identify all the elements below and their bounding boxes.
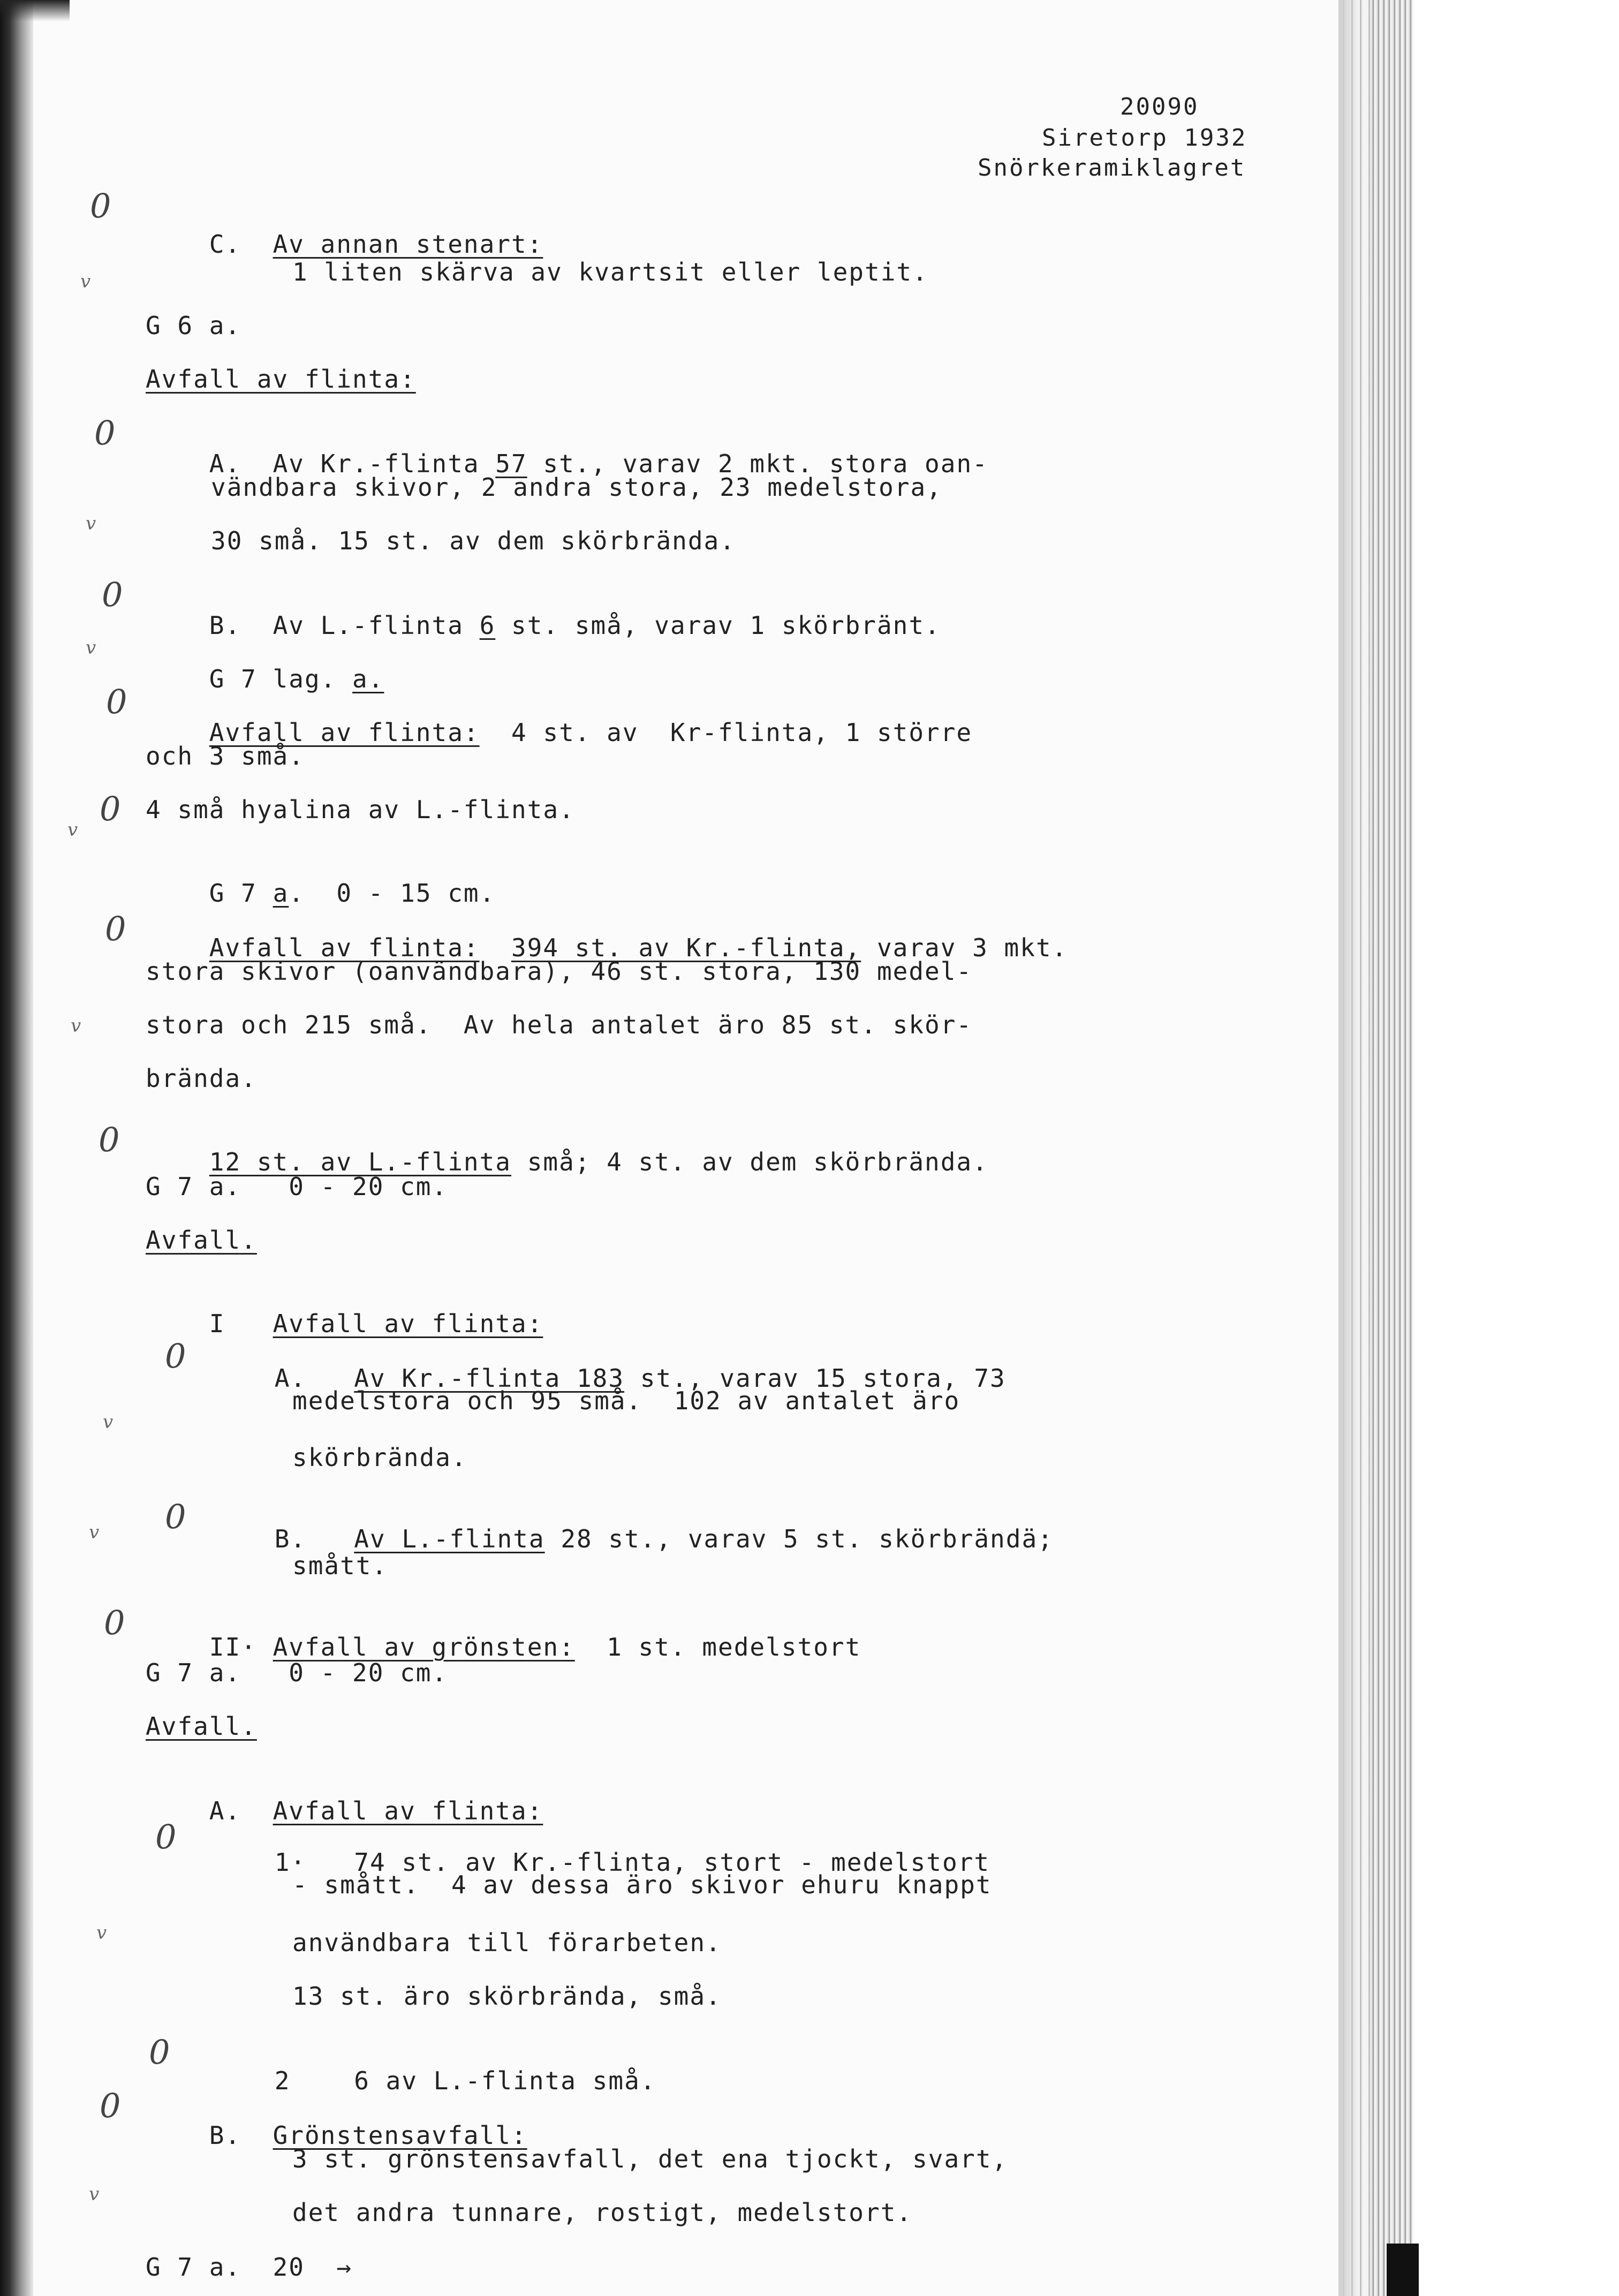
text-line: 3 st. grönstensavfall, det ena tjockt, svart,	[292, 2144, 1008, 2173]
margin-circle-mark: 0	[165, 1497, 186, 1536]
text-line: 30 små. 15 st. av dem skörbrända.	[211, 526, 736, 555]
line-text: varav 3 mkt.	[876, 933, 1068, 962]
line-text: 74 st. av Kr.-flinta, stort - medelstort	[354, 1848, 990, 1877]
page-corner-dark	[1387, 2244, 1419, 2296]
section-heading: Av annan stenart:	[273, 230, 543, 259]
margin-tick-mark: v	[86, 637, 96, 659]
underlined-text: Av Kr.-flinta 183	[354, 1364, 625, 1393]
line-text: små; 4 st. av dem skörbrända.	[527, 1147, 988, 1176]
line-text: st., varav 15 stora, 73	[640, 1364, 1006, 1393]
text-line: G 7 a. 0 - 20 cm.	[146, 1658, 448, 1687]
section-heading: Avfall av flinta:	[146, 365, 416, 394]
text-line: det andra tunnare, rostigt, medelstort.	[292, 2198, 913, 2227]
underlined-text: a	[273, 879, 289, 908]
section-heading: Avfall av flinta:	[273, 1309, 543, 1338]
line-text: . 0 - 15 cm.	[289, 879, 496, 908]
page-stack-strip	[1371, 0, 1413, 2296]
text-line: användbara till förarbeten.	[292, 1928, 722, 1957]
line-label: B.	[209, 2121, 241, 2150]
line-text: 28 st., varav 5 st. skörbrändä;	[561, 1524, 1054, 1553]
underlined-text: 12 st. av L.-flinta	[209, 1147, 511, 1176]
text-line: 4 små hyalina av L.-flinta.	[146, 795, 575, 824]
line-label: A.	[209, 449, 241, 478]
line-text: G 7	[209, 879, 257, 908]
text-line: brända.	[146, 1064, 257, 1093]
margin-tick-mark: v	[89, 1522, 100, 1543]
section-heading: Avfall.	[146, 1712, 257, 1741]
line-text: st. små, varav 1 skörbränt.	[511, 611, 941, 640]
margin-tick-mark: v	[80, 271, 91, 292]
margin-tick-mark: v	[89, 2184, 100, 2205]
margin-circle-mark: 0	[165, 1336, 186, 1376]
margin-circle-mark: 0	[106, 682, 127, 721]
margin-tick-mark: v	[71, 1015, 81, 1037]
binding-shadow-left	[0, 0, 33, 2296]
text-line: G 7 a. 0 - 20 cm.	[146, 1172, 448, 1201]
line-text: Av L.-flinta	[273, 611, 464, 640]
margin-circle-mark: 0	[104, 1603, 125, 1642]
background-margin	[1413, 0, 1619, 2296]
underlined-count: 6	[479, 611, 496, 640]
text-line: G 7 a. 20 →	[146, 2253, 353, 2282]
line-label: C.	[209, 230, 241, 259]
margin-circle-mark: 0	[94, 413, 116, 452]
line-label: I	[209, 1309, 225, 1338]
underlined-text: 394 st. av Kr.-flinta,	[511, 933, 861, 962]
line-label: 2	[274, 2066, 291, 2095]
line-label: II·	[209, 1633, 257, 1661]
margin-tick-mark: v	[86, 513, 96, 534]
section-heading: Avfall av flinta:	[209, 933, 480, 962]
text-line: stora skivor (oanvändbara), 46 st. stora, 130 medel-	[146, 957, 973, 986]
section-heading: Avfall av flinta:	[209, 718, 480, 747]
margin-circle-mark: 0	[90, 186, 111, 225]
underlined-text: a.	[352, 664, 384, 693]
page-edge-shadow	[1338, 0, 1360, 2296]
margin-circle-mark: 0	[102, 575, 123, 614]
layer-title: Snörkeramiklagret	[978, 154, 1246, 182]
line-text: 6 av L.-flinta små.	[354, 2066, 656, 2095]
line-label: 1·	[274, 1848, 307, 1877]
section-heading: Grönstensavfall:	[273, 2121, 527, 2150]
text-line: G 6 a.	[146, 311, 241, 340]
text-line: vändbara skivor, 2 andra stora, 23 medelstora,	[211, 473, 942, 502]
text-line: medelstora och 95 små. 102 av antalet äro	[292, 1386, 960, 1415]
line-text: 4 st. av Kr-flinta, 1 större	[511, 718, 973, 747]
underlined-text: Av L.-flinta	[354, 1524, 545, 1553]
margin-circle-mark: 0	[100, 2086, 121, 2125]
text-line: 1 liten skärva av kvartsit eller leptit.	[292, 258, 928, 286]
margin-circle-mark: 0	[149, 2033, 170, 2072]
margin-tick-mark: v	[96, 1922, 107, 1944]
line-text: Av Kr.-flinta	[273, 449, 480, 478]
section-heading: Avfall av flinta:	[273, 1796, 543, 1825]
text-line: stora och 215 små. Av hela antalet äro 85 st. skör-	[146, 1010, 973, 1039]
section-heading: Avfall.	[146, 1226, 257, 1255]
text-line: och 3 små.	[146, 742, 305, 771]
text-line: smått.	[292, 1551, 388, 1580]
margin-circle-mark: 0	[155, 1817, 177, 1856]
margin-circle-mark: 0	[105, 909, 126, 948]
catalog-number: 20090	[1120, 93, 1199, 120]
margin-circle-mark: 0	[100, 789, 121, 828]
line-label: A.	[274, 1364, 307, 1393]
line-text: G 7 lag.	[209, 664, 337, 693]
line-text: 1 st. medelstort	[607, 1633, 861, 1661]
text-line: - smått. 4 av dessa äro skivor ehuru knappt	[292, 1870, 992, 1899]
section-heading: Avfall av grönsten:	[273, 1633, 575, 1661]
site-title: Siretorp 1932	[1042, 124, 1247, 152]
margin-circle-mark: 0	[99, 1120, 120, 1159]
line-text: st., varav 2 mkt. stora oan-	[543, 449, 988, 478]
line-label: B.	[274, 1524, 307, 1553]
line-label: B.	[209, 611, 241, 640]
text-line: skörbrända.	[292, 1443, 467, 1472]
corner-shadow	[0, 0, 70, 21]
margin-tick-mark: v	[67, 819, 78, 841]
margin-tick-mark: v	[103, 1411, 114, 1433]
text-line: 13 st. äro skörbrända, små.	[292, 1982, 722, 2011]
underlined-count: 57	[495, 449, 527, 478]
line-label: A.	[209, 1796, 241, 1825]
